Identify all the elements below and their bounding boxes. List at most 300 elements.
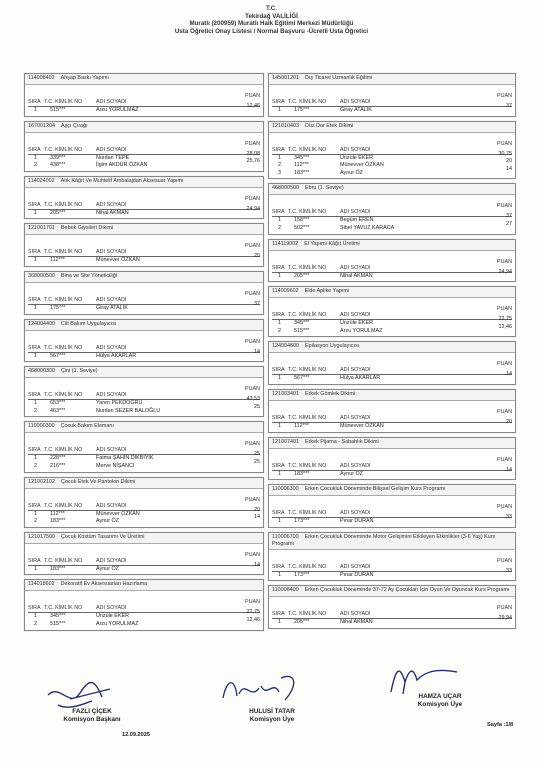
- puan-header: PUAN: [245, 441, 260, 448]
- row-sira: 1: [34, 154, 37, 161]
- puan-header: PUAN: [497, 140, 512, 147]
- col-sira: SIRA: [28, 557, 41, 564]
- signer-role: Komisyon Üye: [417, 701, 463, 708]
- row-name: Münevver ÖZKAN: [96, 257, 140, 264]
- row-name: Ünzüle EKER: [340, 154, 373, 161]
- col-ad: ADI SOYADI: [340, 563, 371, 570]
- row-sira: 1: [34, 455, 37, 462]
- course-title: [25, 122, 263, 133]
- row-sira: 1: [34, 304, 37, 311]
- course-name: Çini (1. Seviye): [60, 368, 98, 375]
- col-tc: T.C. KİMLİK NO: [288, 414, 327, 421]
- row-tc: 173***: [294, 571, 310, 578]
- signature-block-1: [52, 708, 132, 724]
- course-section: [268, 585, 516, 629]
- row-name: Sibel YAVUZ KARACA: [340, 224, 395, 231]
- row-tc: 183***: [50, 518, 66, 525]
- signer-role: Komisyon Başkanı: [63, 716, 121, 723]
- col-ad: ADI SOYADI: [340, 462, 371, 469]
- col-sira: SIRA: [272, 367, 285, 374]
- course-table: [25, 489, 263, 527]
- puan-header: PUAN: [497, 504, 512, 511]
- col-sira: SIRA: [28, 296, 41, 303]
- row-sira: 1: [278, 320, 281, 327]
- row-sira: 2: [34, 462, 37, 469]
- row-tc: 653***: [50, 400, 66, 407]
- course-name: Aşçı Çırağı: [60, 122, 88, 129]
- row-puan: 24,94: [498, 268, 512, 275]
- course-section: [268, 341, 516, 385]
- table-row: [28, 514, 260, 526]
- row-puan: 25: [254, 403, 260, 410]
- course-name: Erken Çocukluk Döneminde Bilişsel Gelişim Kurs Programı: [304, 486, 446, 493]
- row-name: Giray ATALIK: [96, 304, 128, 311]
- course-name: Erken Çocukluk Döneminde Motor Gelişimini Etkileyen Etkinlikler (3-6 Yaş) Kurs Programı: [272, 533, 496, 547]
- course-section: [24, 73, 264, 117]
- row-name: Pınar DURAN: [340, 518, 374, 525]
- row-tc: 173***: [294, 518, 310, 525]
- col-ad: ADI SOYADI: [340, 264, 371, 271]
- table-row: [272, 466, 512, 479]
- col-tc: T.C. KİMLİK NO: [44, 605, 83, 612]
- course-name: Erkek Gömlek Dikimi: [304, 390, 356, 397]
- course-table: [269, 251, 515, 282]
- course-code: 167001204: [28, 122, 55, 129]
- course-section: [268, 183, 516, 234]
- row-tc: 112***: [50, 510, 65, 517]
- document-date: 12.09.2025: [122, 732, 150, 738]
- row-name: Hülya AKARLAR: [96, 352, 137, 359]
- course-name: Çocuk Etek Ve Pantolon Dikimi: [60, 478, 136, 485]
- course-table: [25, 188, 263, 219]
- signer-role: Komisyon Üye: [249, 716, 295, 723]
- col-sira: SIRA: [28, 447, 41, 454]
- row-sira: 1: [278, 107, 281, 113]
- table-row: [28, 205, 260, 218]
- col-sira: SIRA: [28, 344, 41, 351]
- course-title: [269, 122, 515, 133]
- col-tc: T.C. KİMLİK NO: [44, 249, 83, 256]
- course-code: 114024002: [28, 177, 55, 184]
- row-sira: 1: [34, 352, 37, 359]
- row-tc: 228***: [50, 455, 66, 462]
- row-sira: 2: [278, 224, 281, 231]
- course-section: [268, 121, 516, 180]
- row-sira: 1: [278, 422, 281, 429]
- course-section: [268, 239, 516, 283]
- row-tc: 567***: [294, 375, 310, 382]
- course-code: 110006300: [272, 486, 299, 493]
- row-sira: 1: [278, 470, 281, 477]
- document-header: [0, 5, 543, 35]
- course-table: [25, 283, 263, 314]
- course-section: [24, 477, 264, 528]
- puan-header: PUAN: [245, 386, 260, 393]
- left-column: [24, 73, 264, 635]
- col-tc: T.C. KİMLİK NO: [288, 312, 327, 319]
- row-tc: 345***: [294, 154, 310, 161]
- row-puan: 20: [254, 253, 260, 260]
- table-row: [272, 514, 512, 526]
- right-column: [268, 73, 516, 633]
- puan-header: PUAN: [245, 93, 260, 99]
- row-sira: 1: [278, 217, 281, 224]
- col-ad: ADI SOYADI: [96, 605, 127, 612]
- course-table: [269, 449, 515, 480]
- row-puan: 14: [506, 371, 512, 378]
- page-number: Sayfa :1/8: [487, 722, 514, 728]
- row-name: Nurdan TEPE: [96, 154, 130, 161]
- course-title: [269, 342, 515, 353]
- row-puan: 37: [506, 103, 512, 109]
- col-ad: ADI SOYADI: [96, 344, 127, 351]
- row-puan: 25: [254, 451, 260, 458]
- puan-header: PUAN: [245, 140, 260, 147]
- course-table: [269, 298, 515, 336]
- row-tc: 183***: [294, 169, 310, 176]
- course-name: Erkek Pijama - Sabahlık Dikimi: [304, 438, 379, 445]
- row-puan: 14: [506, 466, 512, 473]
- row-name: Aynur ÖZ: [96, 518, 119, 525]
- course-name: Ebru (1. Seviye): [304, 185, 344, 192]
- row-tc: 205***: [294, 619, 310, 626]
- col-ad: ADI SOYADI: [96, 201, 127, 208]
- row-tc: 502***: [294, 224, 310, 231]
- course-code: 121010403: [272, 122, 299, 129]
- row-tc: 112***: [294, 422, 309, 429]
- course-table: [269, 496, 515, 527]
- col-tc: T.C. KİMLİK NO: [44, 201, 83, 208]
- col-ad: ADI SOYADI: [340, 312, 371, 319]
- course-section: [268, 484, 516, 528]
- col-ad: ADI SOYADI: [340, 414, 371, 421]
- course-code: 121001701: [28, 225, 55, 232]
- row-puan: 37: [506, 213, 512, 220]
- course-table: [25, 133, 263, 171]
- row-tc: 345***: [50, 613, 66, 620]
- course-name: Çocuk Bakım Elemanı: [60, 423, 114, 430]
- course-section: [24, 532, 264, 576]
- puan-header: PUAN: [497, 93, 512, 99]
- col-sira: SIRA: [28, 99, 41, 105]
- col-tc: T.C. KİMLİK NO: [44, 99, 83, 105]
- col-tc: T.C. KİMLİK NO: [288, 146, 327, 153]
- row-sira: 1: [34, 400, 37, 407]
- row-sira: 2: [34, 407, 37, 414]
- signature-hamza-ucar: [385, 652, 465, 697]
- course-name: Bina ve Site Yöneticiliği: [60, 272, 117, 279]
- course-code: 121002102: [28, 478, 55, 485]
- course-table: [25, 591, 263, 629]
- row-puan: 37: [254, 300, 260, 307]
- course-name: Dış Ticaret Uzmanlık Eğitimi: [304, 75, 373, 81]
- row-puan: 27: [506, 220, 512, 227]
- col-tc: T.C. KİMLİK NO: [288, 209, 327, 216]
- col-sira: SIRA: [272, 414, 285, 421]
- col-ad: ADI SOYADI: [340, 146, 371, 153]
- course-code: 114119002: [272, 240, 299, 247]
- row-puan: 14: [254, 514, 260, 521]
- course-title: [269, 485, 515, 496]
- col-sira: SIRA: [28, 502, 41, 509]
- row-tc: 175***: [294, 107, 310, 113]
- row-tc: 112***: [50, 257, 65, 264]
- row-sira: 1: [278, 375, 281, 382]
- course-name: Erken Çocukluk Döneminde 37-72 Ay Çocukları İçin Oyun Ve Oyuncak Kurs Programı: [304, 587, 510, 594]
- row-name: Münevver ÖZKAN: [96, 510, 140, 517]
- row-sira: 1: [278, 571, 281, 578]
- signer-name: HULUSİ TATAR: [249, 708, 295, 715]
- course-name: Çocuk Kostüm Tasarımı Ve Üretimi: [60, 533, 145, 540]
- course-code: 145001201: [272, 75, 299, 81]
- row-name: Münevver ÖZKAN: [340, 162, 384, 169]
- row-name: Nihal AKMAN: [96, 209, 129, 216]
- course-section: [268, 437, 516, 481]
- course-code: 121003401: [272, 390, 299, 397]
- row-puan: 43,53: [246, 396, 260, 403]
- course-section: [268, 389, 516, 433]
- col-sira: SIRA: [28, 201, 41, 208]
- col-sira: SIRA: [28, 605, 41, 612]
- course-table: [269, 133, 515, 179]
- row-sira: 2: [34, 518, 37, 525]
- table-row: [28, 561, 260, 574]
- course-table: [25, 331, 263, 362]
- row-sira: 1: [34, 257, 37, 264]
- row-name: Giray ATALIK: [340, 107, 372, 113]
- course-section: [24, 223, 264, 267]
- row-sira: 1: [34, 107, 37, 113]
- course-table: [269, 195, 515, 233]
- course-code: 468000300: [28, 368, 55, 375]
- col-ad: ADI SOYADI: [340, 367, 371, 374]
- course-name: El Yapımı Kâğıt Üretimi: [304, 240, 360, 247]
- col-sira: SIRA: [272, 99, 285, 105]
- puan-header: PUAN: [497, 306, 512, 313]
- header-tc: T.C.: [266, 5, 277, 12]
- row-tc: 158***: [294, 217, 310, 224]
- row-puan: 12,46: [246, 616, 260, 623]
- col-ad: ADI SOYADI: [96, 146, 127, 153]
- col-tc: T.C. KİMLİK NO: [288, 99, 327, 105]
- row-puan: 25: [254, 458, 260, 465]
- col-tc: T.C. KİMLİK NO: [288, 462, 327, 469]
- col-ad: ADI SOYADI: [96, 296, 127, 303]
- row-tc: 345***: [294, 320, 310, 327]
- row-puan: 29,94: [498, 615, 512, 622]
- row-sira: 1: [34, 510, 37, 517]
- col-sira: SIRA: [28, 249, 41, 256]
- row-name: Ünzüle EKER: [340, 320, 373, 327]
- course-section: [24, 421, 264, 472]
- table-row: [272, 615, 512, 627]
- col-ad: ADI SOYADI: [96, 502, 127, 509]
- course-table: [25, 433, 263, 471]
- row-name: Yaren PEKDOĞRU: [96, 400, 143, 407]
- col-sira: SIRA: [272, 146, 285, 153]
- col-ad: ADI SOYADI: [96, 557, 127, 564]
- row-tc: 515***: [50, 620, 66, 627]
- course-title: [25, 478, 263, 489]
- puan-header: PUAN: [245, 338, 260, 345]
- row-puan: 25,76: [246, 158, 260, 165]
- row-name: Fatma ŞAHİN DİKBIYIK: [96, 455, 154, 462]
- row-name: Aynur ÖZ: [96, 565, 119, 572]
- puan-header: PUAN: [497, 605, 512, 612]
- row-sira: 1: [34, 565, 37, 572]
- row-tc: 183***: [294, 470, 310, 477]
- course-title: [269, 533, 515, 550]
- row-sira: 1: [278, 272, 281, 279]
- signer-name: FAZLI ÇİÇEK: [72, 708, 112, 715]
- col-tc: T.C. KİMLİK NO: [288, 510, 327, 517]
- row-puan: 20: [506, 158, 512, 165]
- col-sira: SIRA: [272, 264, 285, 271]
- row-name: Aynur ÖZ: [340, 169, 363, 176]
- row-puan: 33: [506, 514, 512, 521]
- course-code: 124004600: [272, 343, 299, 350]
- col-ad: ADI SOYADI: [340, 209, 371, 216]
- col-sira: SIRA: [272, 312, 285, 319]
- course-section: [24, 271, 264, 315]
- col-sira: SIRA: [272, 563, 285, 570]
- course-section: [24, 121, 264, 172]
- puan-header: PUAN: [245, 290, 260, 297]
- course-title: [269, 74, 515, 85]
- signer-name: HAMZA UÇAR: [418, 693, 462, 700]
- course-section: [268, 286, 516, 337]
- signature-hulusi-tatar: [215, 670, 305, 710]
- col-tc: T.C. KİMLİK NO: [44, 146, 83, 153]
- row-name: Münevver ÖZKAN: [340, 422, 384, 429]
- course-section: [24, 579, 264, 630]
- course-code: 468000500: [272, 185, 299, 192]
- puan-header: PUAN: [497, 258, 512, 265]
- col-ad: ADI SOYADI: [96, 447, 127, 454]
- row-tc: 463***: [50, 407, 66, 414]
- course-section: [268, 73, 516, 117]
- row-name: Nihal AKMAN: [340, 619, 373, 626]
- row-puan: 22,75: [246, 609, 260, 616]
- course-title: [25, 272, 263, 283]
- course-code: 114018602: [28, 581, 55, 588]
- row-puan: 33: [506, 567, 512, 574]
- row-puan: 24,94: [246, 205, 260, 212]
- row-name: Pınar DURAN: [340, 571, 374, 578]
- row-tc: 515***: [294, 327, 310, 334]
- row-puan: 14: [254, 561, 260, 568]
- course-table: [269, 85, 515, 116]
- row-sira: 1: [34, 209, 37, 216]
- course-title: [25, 533, 263, 544]
- course-title: [25, 580, 263, 591]
- course-section: [268, 532, 516, 582]
- row-name: Aynur ÖZ: [340, 470, 363, 477]
- course-name: Bebek Giysileri Dikimi: [60, 225, 114, 232]
- col-sira: SIRA: [272, 209, 285, 216]
- course-title: [269, 287, 515, 298]
- col-ad: ADI SOYADI: [96, 99, 127, 105]
- table-row: [272, 371, 512, 383]
- row-tc: 339***: [50, 154, 66, 161]
- col-sira: SIRA: [272, 611, 285, 618]
- row-name: Begüm EREN: [340, 217, 374, 224]
- course-name: Dekoratif Ev Aksesuarları Hazırlama: [60, 581, 148, 588]
- course-title: [25, 320, 263, 331]
- col-ad: ADI SOYADI: [340, 99, 371, 105]
- row-tc: 183***: [50, 565, 66, 572]
- row-puan: 22,75: [498, 316, 512, 323]
- col-tc: T.C. KİMLİK NO: [44, 557, 83, 564]
- course-title: [25, 224, 263, 235]
- row-puan: 20: [506, 418, 512, 425]
- col-ad: ADI SOYADI: [340, 510, 371, 517]
- header-institution: Muratlı (200959) Muratlı Halk Eğitimi Merkezi Müdürlüğü: [189, 20, 354, 28]
- row-sira: 1: [278, 154, 281, 161]
- table-row: [28, 158, 260, 170]
- table-row: [28, 300, 260, 313]
- row-puan: 14: [506, 165, 512, 172]
- row-sira: 2: [278, 327, 281, 334]
- puan-header: PUAN: [497, 203, 512, 210]
- row-sira: 1: [34, 613, 37, 620]
- row-sira: 1: [278, 619, 281, 626]
- row-tc: 216***: [50, 462, 66, 469]
- row-tc: 205***: [50, 209, 66, 216]
- course-code: 110006700: [272, 533, 299, 540]
- course-code: 114009602: [272, 288, 299, 295]
- col-tc: T.C. KİMLİK NO: [44, 392, 83, 399]
- row-puan: 30,75: [498, 150, 512, 157]
- course-code: 110000300: [28, 423, 55, 430]
- puan-header: PUAN: [245, 195, 260, 202]
- row-sira: 2: [34, 162, 37, 169]
- col-tc: T.C. KİMLİK NO: [44, 344, 83, 351]
- row-name: Arzu YORULMAZ: [340, 327, 383, 334]
- course-section: [24, 366, 264, 417]
- course-name: Atık Kâğıt Ve Muhtelif Ambalajdan Aksesuar Yapımı: [60, 177, 184, 184]
- course-name: Ahşap Baskı Yapımı: [60, 75, 109, 81]
- table-row: [272, 418, 512, 431]
- course-name: Düz Dar Etek Dikimi: [304, 122, 354, 129]
- header-list-title: Usta Öğretici Onay Listesi / Normal Başvuru -Ücretli Usta Öğretici: [174, 27, 369, 35]
- puan-header: PUAN: [245, 599, 260, 606]
- puan-header: PUAN: [497, 361, 512, 368]
- row-tc: 175***: [50, 304, 66, 311]
- course-name: Epilasyon Uygulayıcısı: [304, 343, 360, 350]
- row-puan: 12,46: [246, 103, 260, 109]
- row-tc: 567***: [50, 352, 66, 359]
- row-name: Nurdan SEZER BALOĞLU: [96, 407, 161, 414]
- course-table: [25, 235, 263, 266]
- course-table: [269, 550, 515, 581]
- row-tc: 515***: [50, 107, 66, 113]
- course-title: [269, 240, 515, 251]
- course-title: [25, 177, 263, 188]
- signature-block-2: [232, 708, 312, 724]
- course-table: [269, 401, 515, 432]
- row-tc: 205***: [294, 272, 310, 279]
- course-title: [269, 184, 515, 195]
- col-sira: SIRA: [28, 146, 41, 153]
- course-code: 121007401: [272, 438, 299, 445]
- table-row: [272, 268, 512, 281]
- row-sira: 1: [278, 518, 281, 525]
- course-table: [25, 378, 263, 416]
- row-sira: 2: [34, 620, 37, 627]
- signature-block-3: [400, 693, 480, 709]
- puan-header: PUAN: [497, 557, 512, 564]
